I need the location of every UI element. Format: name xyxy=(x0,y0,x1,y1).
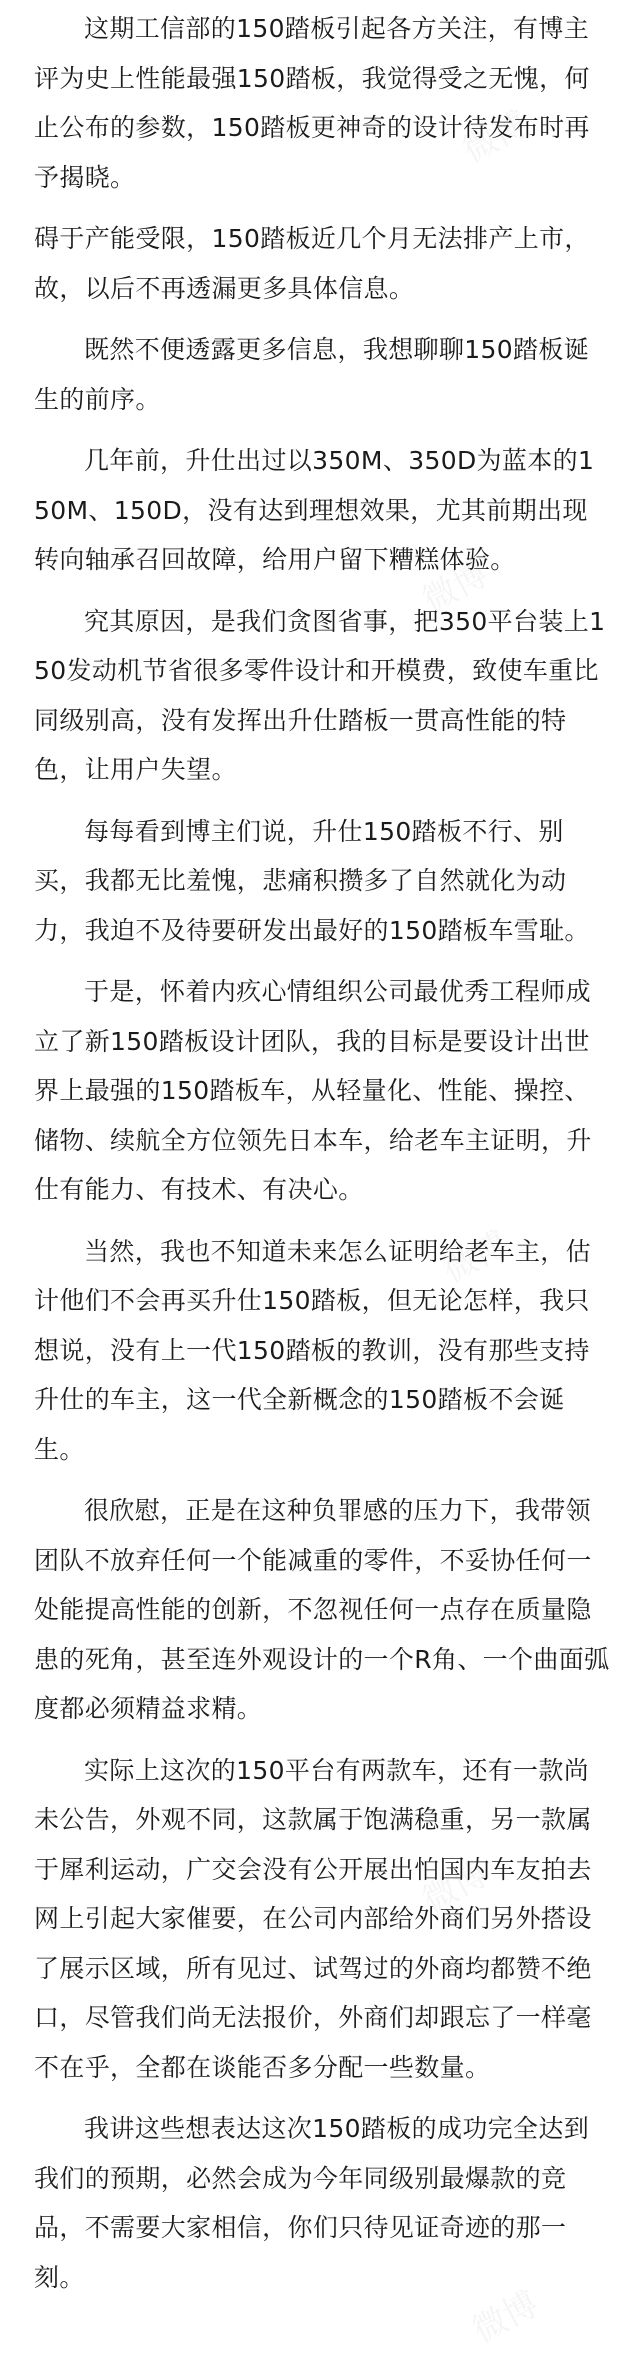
paragraph: 我讲这些想表达这次150踏板的成功完全达到我们的预期，必然会成为今年同级别最爆款的竞品，不需要大家相信，你们只待见证奇迹的那一刻。 xyxy=(34,2114,590,2292)
paragraph: 既然不便透露更多信息，我想聊聊150踏板诞生的前序。 xyxy=(34,335,590,414)
paragraph: 每每看到博主们说，升仕150踏板不行、别买，我都无比羞愧，悲痛积攒多了自然就化为动力，我迫不及待要研发出最好的150踏板车雪耻。 xyxy=(34,816,590,945)
paragraph: 几年前，升仕出过以350M、350D为蓝本的150M、150D，没有达到理想效果，尤其前期出现转向轴承召回故障，给用户留下糟糕体验。 xyxy=(34,446,595,574)
paragraph: 当然，我也不知道未来怎么证明给老车主，估计他们不会再买升仕150踏板，但无论怎样，我只想说，没有上一代150踏板的教训，没有那些支持升仕的车主，这一代全新概念的150踏板不会诞生。 xyxy=(34,1236,592,1464)
paragraph: 碍于产能受限，150踏板近几个月无法排产上市，故，以后不再透漏更多具体信息。 xyxy=(34,224,590,303)
paragraph: 这期工信部的150踏板引起各方关注，有博主评为史上性能最强150踏板，我觉得受之无愧，何止公布的参数，150踏板更神奇的设计待发布时再予揭晓。 xyxy=(34,14,590,192)
article-body xyxy=(34,4,610,2314)
paragraph: 于是，怀着内疚心情组织公司最优秀工程师成立了新150踏板设计团队，我的目标是要设计出世界上最强的150踏板车，从轻量化、性能、操控、储物、续航全方位领先日本车，给老车主证明，升仕有能力、有技术、有决心。 xyxy=(34,977,592,1204)
paragraph: 很欣慰，正是在这种负罪感的压力下，我带领团队不放弃任何一个能减重的零件，不妥协任何一处能提高性能的创新，不忽视任何一点存在质量隐患的死角，甚至连外观设计的一个R角、一个曲面弧度都必须精益求精。 xyxy=(34,1496,610,1723)
paragraph: 究其原因，是我们贪图省事，把350平台装上150发动机节省很多零件设计和开模费，致使车重比同级别高，没有发挥出升仕踏板一贯高性能的特色，让用户失望。 xyxy=(34,606,606,784)
paragraph: 实际上这次的150平台有两款车，还有一款尚未公告，外观不同，这款属于饱满稳重，另一款属于犀利运动，广交会没有公开展出怕国内车友拍去网上引起大家催要，在公司内部给外商们另外搭设了展示区域，所有见过、试驾过的外商均都赞不绝口，尽管我们尚无法报价，外商们却跟忘了一样毫不在乎，全都在谈能否多分配一些数量。 xyxy=(34,1755,592,2082)
